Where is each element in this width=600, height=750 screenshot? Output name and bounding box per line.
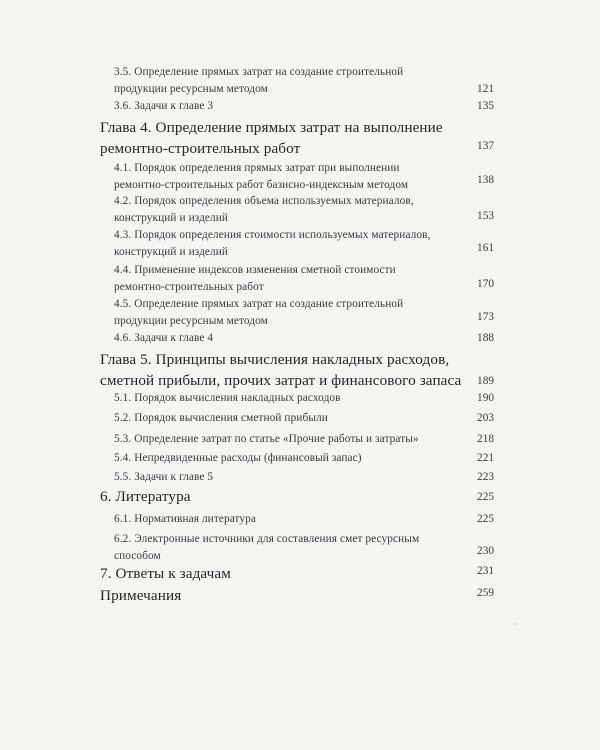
toc-entry-title: 3.6. Задачи к главе 3 — [114, 100, 214, 112]
toc-chapter-page: 231 — [477, 565, 494, 577]
toc-entry-page: 223 — [477, 471, 494, 483]
toc-chapter-page: 189 — [477, 375, 494, 387]
toc-entry-title: 6.2. Электронные источники для составления смет ресурсным способом — [114, 533, 420, 562]
toc-entry-title: 4.3. Порядок определения стоимости используемых материалов, конструкций и изделий — [114, 229, 431, 258]
toc-entry-page: 230 — [477, 545, 494, 557]
toc-entry-page: 221 — [477, 452, 494, 464]
toc-entry-page: 188 — [477, 332, 494, 344]
toc-chapter-title: Примечания — [100, 587, 182, 604]
toc-entry-title: 5.2. Порядок вычисления сметной прибыли — [114, 412, 328, 424]
toc-chapter-page: 259 — [477, 587, 494, 599]
toc-entry-title: 5.3. Определение затрат по статье «Прочие работы и затраты» — [114, 433, 419, 445]
toc-entry-title: 5.4. Непредвиденные расходы (финансовый запас) — [114, 452, 362, 464]
paper-speck — [514, 623, 516, 625]
toc-entry-page: 153 — [477, 210, 494, 222]
toc-chapter-title: 7. Ответы к задачам — [100, 565, 231, 582]
toc-entry-page: 225 — [477, 513, 494, 525]
toc-entry-title: 4.4. Применение индексов изменения сметной стоимости ремонтно-строительных работ — [114, 264, 396, 293]
toc-entry-title: 5.5. Задачи к главе 5 — [114, 471, 214, 483]
toc-entry-title: 3.5. Определение прямых затрат на создание строительной продукции ресурсным методом — [114, 66, 404, 95]
toc-chapter-title: Глава 4. Определение прямых затрат на выполнение ремонтно-строительных работ — [100, 119, 443, 157]
toc-entry-page: 190 — [477, 392, 494, 404]
toc-entry-page: 173 — [477, 311, 494, 323]
toc-entry-title: 4.6. Задачи к главе 4 — [114, 332, 214, 344]
toc-chapter-title: 6. Литература — [100, 488, 191, 505]
toc-entry-title: 4.5. Определение прямых затрат на создание строительной продукции ресурсным методом — [114, 298, 404, 327]
toc-entry-page: 138 — [477, 174, 494, 186]
toc-entry-page: 135 — [477, 100, 494, 112]
toc-entry-page: 170 — [477, 278, 494, 290]
toc-entry-title: 5.1. Порядок вычисления накладных расходов — [114, 392, 341, 404]
toc-entry-page: 161 — [477, 242, 494, 254]
toc-entry-page: 203 — [477, 412, 494, 424]
toc-chapter-page: 225 — [477, 491, 494, 503]
toc-chapter-page: 137 — [477, 140, 494, 152]
toc-entry-page: 218 — [477, 433, 494, 445]
toc-entry-title: 4.1. Порядок определения прямых затрат при выполнении ремонтно-строительных работ базисно-индексным методом — [114, 162, 409, 191]
toc-entry-page: 121 — [477, 83, 494, 95]
toc-chapter-title: Глава 5. Принципы вычисления накладных расходов, сметной прибыли, прочих затрат и финансового запаса — [100, 351, 462, 389]
toc-entry-title: 4.2. Порядок определения объема используемых материалов, конструкций и изделий — [114, 195, 414, 224]
toc-entry-title: 6.1. Нормативная литература — [114, 513, 257, 525]
